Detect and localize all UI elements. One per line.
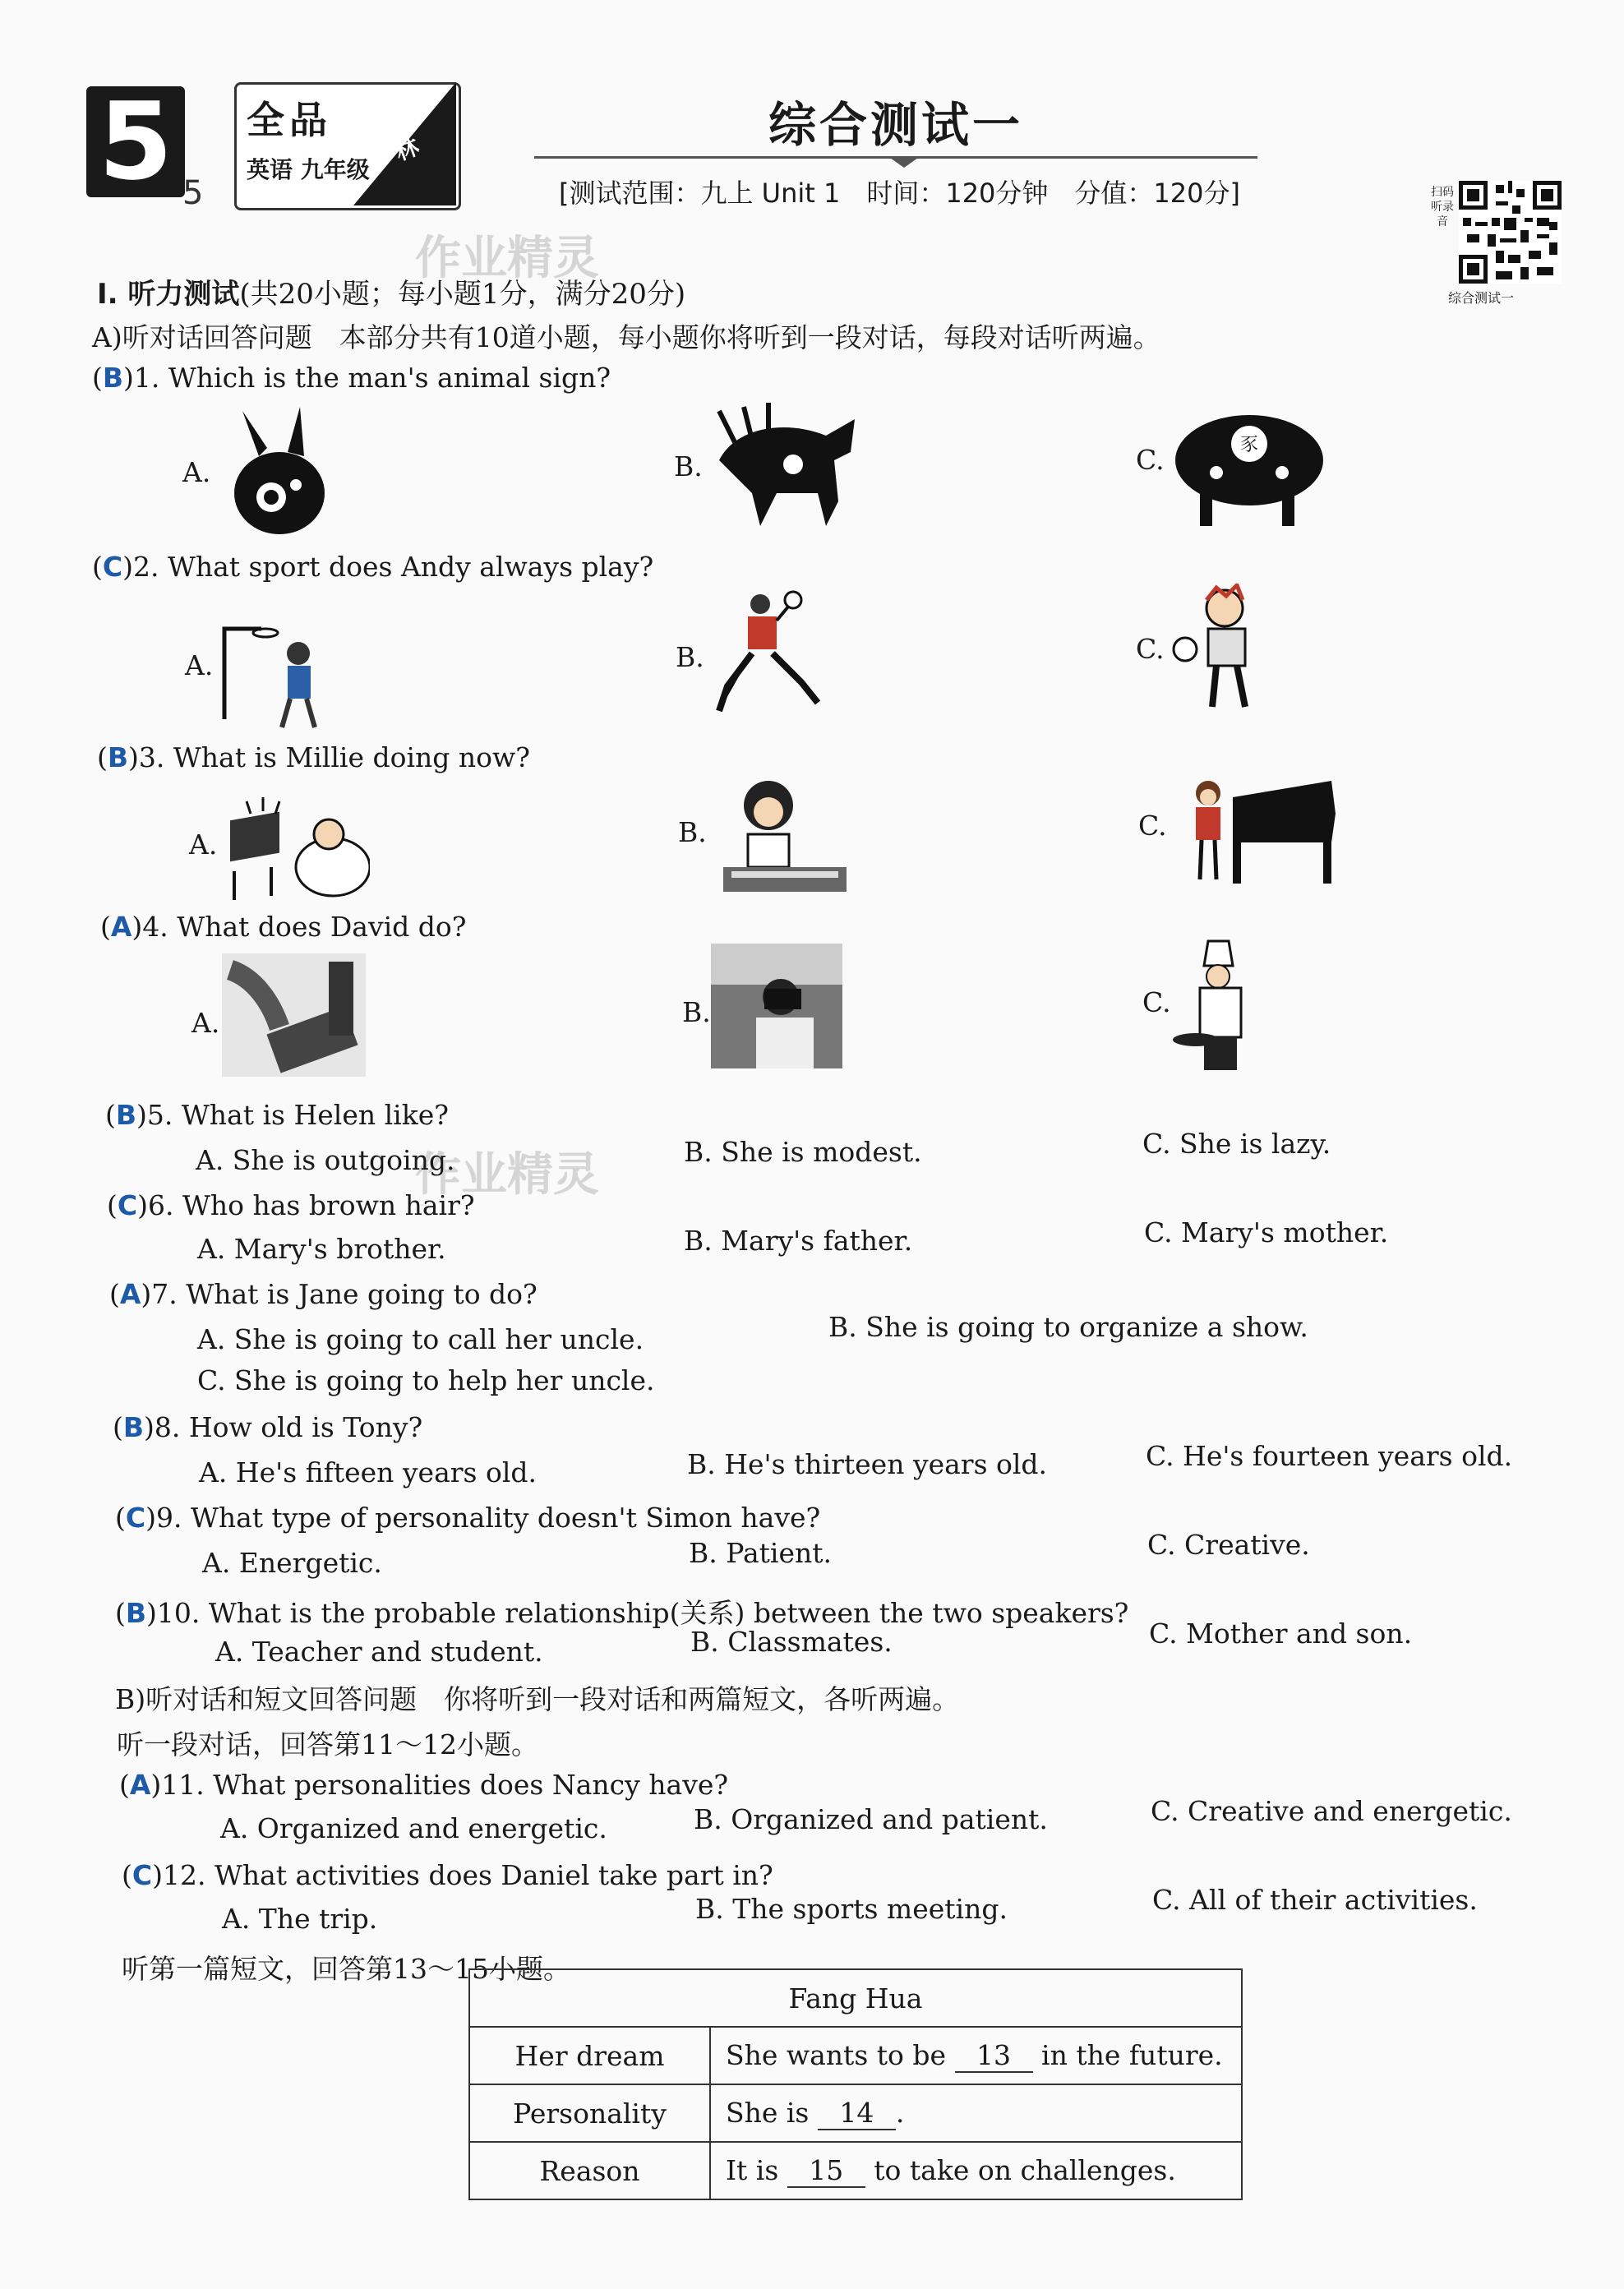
question-10: (B)10. What is the probable relationship(关系) between the two speakers? (115, 1597, 1129, 1629)
option-a: A. She is going to call her uncle. (197, 1323, 644, 1355)
option-label: B. (674, 450, 703, 482)
section-heading (97, 271, 685, 312)
girl-typing-icon (707, 773, 855, 904)
option-c: C. Mother and son. (1149, 1618, 1413, 1650)
answer-5: B (115, 1099, 137, 1131)
basketball-player-icon (212, 612, 352, 744)
table-row (469, 2027, 1242, 2084)
option-label: C. (1136, 633, 1165, 665)
table-row (469, 1969, 1242, 2027)
table-header: Fang Hua (469, 1969, 1242, 2027)
question-2: (C)2. What sport does Andy always play? (92, 551, 654, 583)
watching-tv-icon (222, 785, 370, 916)
option-a: A. Teacher and student. (215, 1636, 543, 1668)
option-a: A. The trip. (222, 1903, 378, 1935)
answer-4: A (110, 911, 132, 943)
option-label: B. (682, 996, 711, 1028)
answer-7: A (119, 1278, 141, 1310)
option-c: C. He's fourteen years old. (1146, 1440, 1513, 1472)
option-label: B. (678, 816, 707, 848)
table-row (469, 2084, 1242, 2142)
row-content: It is 15 to take on challenges. (710, 2142, 1242, 2199)
answer-12: C (131, 1859, 153, 1891)
answer-8: B (122, 1411, 145, 1443)
option-label: C. (1142, 986, 1171, 1018)
svg-text:豕: 豕 (1239, 435, 1259, 455)
answer-3: B (107, 741, 129, 773)
option-a: A. Mary's brother. (197, 1233, 446, 1265)
photographer-photo-icon (711, 944, 842, 1068)
question-7: (A)7. What is Jane going to do? (109, 1278, 537, 1310)
question-4: (A)4. What does David do? (100, 911, 467, 943)
option-label: C. (1138, 810, 1167, 842)
part-b-instructions: B)听对话和短文回答问题 你将听到一段对话和两篇短文，各听两遍。 (115, 1683, 960, 1715)
answer-10: B (125, 1597, 147, 1629)
row-label: Her dream (469, 2027, 710, 2084)
option-a: A. He's fifteen years old. (199, 1456, 537, 1488)
option-b: B. She is going to organize a show. (828, 1311, 1308, 1343)
rabbit-papercut-icon (210, 407, 349, 538)
option-label: B. (676, 641, 704, 673)
question-11: (A)11. What personalities does Nancy have? (119, 1769, 729, 1801)
option-c: C. Mary's mother. (1144, 1216, 1389, 1248)
option-b: B. The sports meeting. (695, 1893, 1008, 1925)
unit-number-badge: 5 (86, 86, 185, 197)
table-tennis-player-icon (703, 588, 842, 719)
question-1: (B)1. Which is the man's animal sign? (92, 362, 611, 394)
option-b: B. Patient. (689, 1537, 832, 1569)
option-c: C. Creative and energetic. (1151, 1795, 1512, 1827)
brand-tag: 译林 (382, 108, 423, 166)
question-3: (B)3. What is Millie doing now? (97, 741, 530, 773)
option-b: B. Mary's father. (684, 1225, 913, 1257)
blank-14[interactable]: 14 (818, 2097, 896, 2130)
option-label: C. (1136, 444, 1165, 476)
option-label: A. (191, 1007, 220, 1039)
brand-title: 全品 (247, 98, 332, 142)
watermark: 作业精灵 (415, 232, 599, 285)
blank-15[interactable]: 15 (787, 2154, 865, 2188)
blank-13[interactable]: 13 (955, 2039, 1033, 2073)
answer-11: A (129, 1769, 151, 1801)
row-content: She wants to be 13 in the future. (710, 2027, 1242, 2084)
option-b: B. Classmates. (690, 1626, 893, 1658)
qr-label: 扫码听录音 (1431, 186, 1454, 228)
row-label: Personality (469, 2084, 710, 2142)
table-row (469, 2142, 1242, 2199)
option-b: B. Organized and patient. (694, 1803, 1048, 1835)
answer-6: C (117, 1189, 138, 1221)
question-5: (B)5. What is Helen like? (105, 1099, 449, 1131)
option-c: C. She is lazy. (1142, 1128, 1331, 1160)
part-b-passage1-note: 听第一篇短文，回答第13～15小题。 (122, 1953, 570, 1985)
page-title: 综合测试一 (768, 97, 1023, 153)
qr-caption: 综合测试一 (1448, 290, 1515, 306)
option-label: A. (185, 649, 214, 681)
question-9: (C)9. What type of personality doesn't Simon have? (115, 1502, 821, 1534)
answer-2: C (102, 551, 123, 583)
pig-papercut-icon (1167, 403, 1331, 534)
option-a: A. She is outgoing. (196, 1144, 455, 1176)
chef-cooking-icon (1167, 937, 1274, 1073)
section-heading-note: (共20小题；每小题1分，满分20分) (239, 278, 686, 311)
typing-laptop-photo-icon (222, 953, 366, 1077)
question-8: (B)8. How old is Tony? (113, 1411, 423, 1443)
part-a-instructions: A)听对话回答问题 本部分共有10道小题，每小题你将听到一段对话，每段对话听两遍。 (92, 321, 1160, 353)
qr-code-icon[interactable] (1459, 181, 1562, 284)
answer-9: C (125, 1502, 146, 1534)
horse-papercut-icon (703, 403, 867, 534)
part-b-dialog-note: 听一段对话，回答第11～12小题。 (117, 1728, 538, 1761)
football-player-icon (1167, 584, 1307, 715)
fang-hua-table (468, 1968, 1243, 2200)
option-c: C. She is going to help her uncle. (197, 1364, 655, 1396)
row-content: She is 14 . (710, 2084, 1242, 2142)
option-b: B. He's thirteen years old. (687, 1448, 1048, 1480)
answer-1: B (102, 362, 124, 394)
test-scope: [测试范围：九上 Unit 1 时间：120分钟 分值：120分] (559, 178, 1240, 209)
row-label: Reason (469, 2142, 710, 2199)
title-underline-arrow (888, 156, 920, 168)
option-label: A. (182, 456, 211, 488)
girl-piano-icon (1183, 764, 1340, 896)
watermark: 作业精灵 (415, 1148, 599, 1202)
option-label: A. (189, 828, 218, 861)
option-a: A. Organized and energetic. (220, 1812, 607, 1844)
option-c: C. All of their activities. (1152, 1884, 1478, 1916)
option-b: B. She is modest. (684, 1136, 922, 1168)
option-c: C. Creative. (1147, 1529, 1310, 1561)
question-12: (C)12. What activities does Daniel take part in? (122, 1859, 773, 1891)
question-6: (C)6. Who has brown hair? (107, 1189, 475, 1221)
brand-subtitle: 英语 九年级 (247, 156, 370, 183)
section-heading-title: Ⅰ. 听力测试 (97, 278, 240, 311)
page-number: 5 (182, 174, 204, 212)
option-a: A. Energetic. (202, 1547, 382, 1579)
